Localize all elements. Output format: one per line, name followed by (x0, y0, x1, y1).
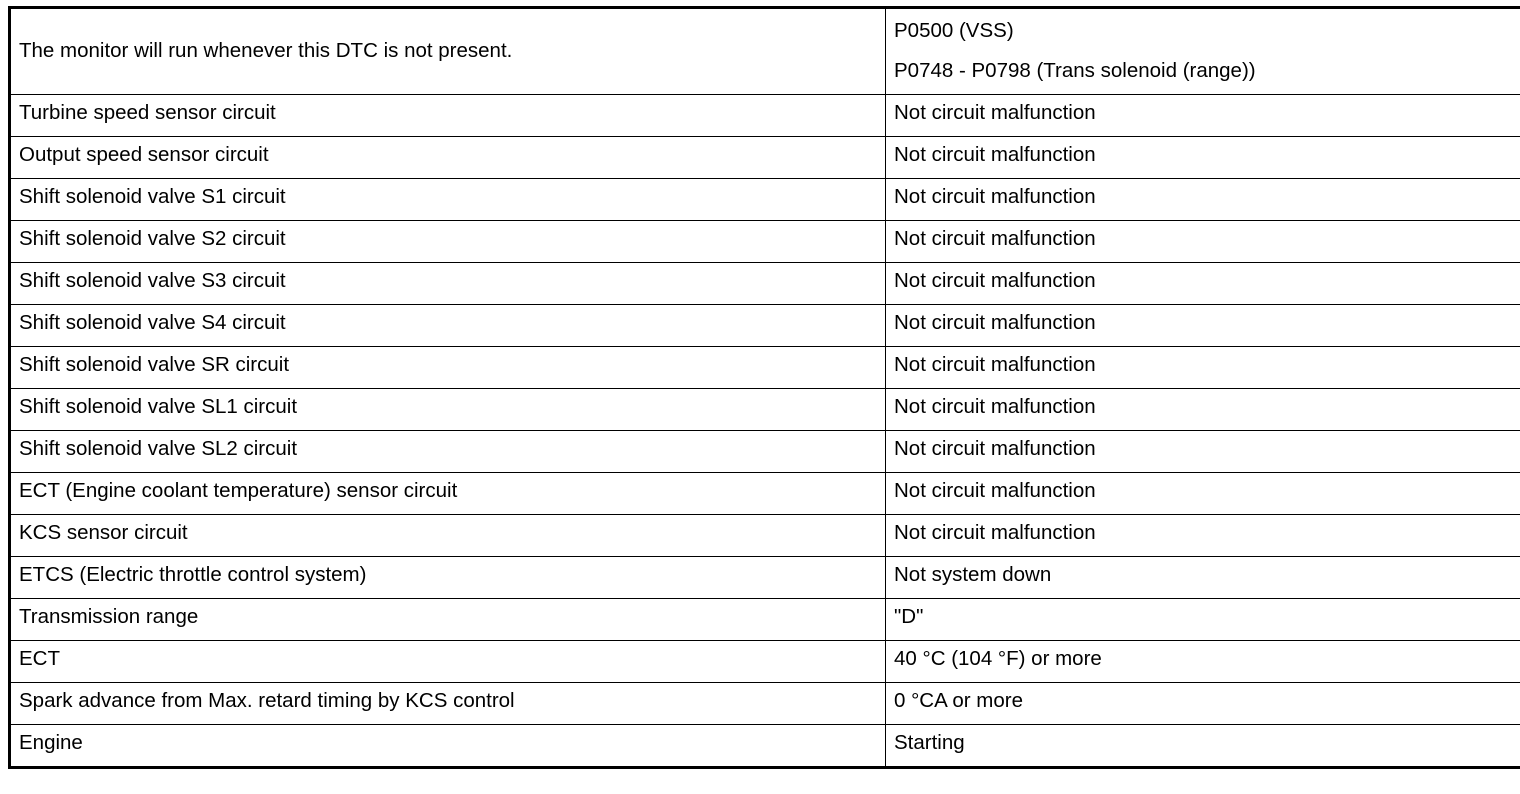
table-row (10, 515, 1520, 557)
table-row (10, 389, 1520, 431)
value-cell: Not circuit malfunction (886, 431, 1520, 473)
value-cell: Not circuit malfunction (886, 515, 1520, 557)
value-cell: Starting (886, 725, 1520, 768)
item-cell: Shift solenoid valve SR circuit (10, 347, 886, 389)
table-row (10, 137, 1520, 179)
value-cell: Not circuit malfunction (886, 221, 1520, 263)
value-cell: 0 °CA or more (886, 683, 1520, 725)
item-cell: Turbine speed sensor circuit (10, 95, 886, 137)
table-row (10, 599, 1520, 641)
table-body (10, 8, 1520, 768)
item-cell: ECT (10, 641, 886, 683)
dtc-condition-cell (10, 8, 886, 95)
table-row (10, 347, 1520, 389)
value-cell: 40 °C (104 °F) or more (886, 641, 1520, 683)
value-cell: Not circuit malfunction (886, 179, 1520, 221)
table-row (10, 557, 1520, 599)
specification-table (8, 6, 1520, 769)
value-cell: Not circuit malfunction (886, 389, 1520, 431)
table-row-dtc (10, 8, 1520, 95)
item-cell: Shift solenoid valve S4 circuit (10, 305, 886, 347)
dtc-condition-text: The monitor will run whenever this DTC is not present. (19, 39, 512, 62)
value-cell: Not circuit malfunction (886, 95, 1520, 137)
dtc-codes-cell (886, 8, 1520, 95)
table-row (10, 473, 1520, 515)
value-cell: "D" (886, 599, 1520, 641)
item-cell: Shift solenoid valve SL2 circuit (10, 431, 886, 473)
table-row (10, 305, 1520, 347)
table-row (10, 263, 1520, 305)
value-cell: Not circuit malfunction (886, 473, 1520, 515)
table-row (10, 641, 1520, 683)
value-cell: Not circuit malfunction (886, 263, 1520, 305)
table-row (10, 179, 1520, 221)
item-cell: Spark advance from Max. retard timing by KCS control (10, 683, 886, 725)
dtc-code-line-1: P0500 (VSS) (894, 17, 1520, 44)
item-cell: Shift solenoid valve SL1 circuit (10, 389, 886, 431)
item-cell: Transmission range (10, 599, 886, 641)
value-cell: Not system down (886, 557, 1520, 599)
document-page (0, 6, 1520, 794)
table-row (10, 221, 1520, 263)
value-cell: Not circuit malfunction (886, 347, 1520, 389)
item-cell: ETCS (Electric throttle control system) (10, 557, 886, 599)
table-row (10, 725, 1520, 768)
item-cell: Shift solenoid valve S2 circuit (10, 221, 886, 263)
item-cell: ECT (Engine coolant temperature) sensor circuit (10, 473, 886, 515)
item-cell: Engine (10, 725, 886, 768)
dtc-code-line-2: P0748 - P0798 (Trans solenoid (range)) (894, 57, 1520, 84)
item-cell: Shift solenoid valve S1 circuit (10, 179, 886, 221)
table-row (10, 683, 1520, 725)
item-cell: KCS sensor circuit (10, 515, 886, 557)
value-cell: Not circuit malfunction (886, 137, 1520, 179)
dtc-line-spacer (894, 44, 1520, 57)
table-row (10, 95, 1520, 137)
item-cell: Output speed sensor circuit (10, 137, 886, 179)
value-cell: Not circuit malfunction (886, 305, 1520, 347)
item-cell: Shift solenoid valve S3 circuit (10, 263, 886, 305)
table-row (10, 431, 1520, 473)
